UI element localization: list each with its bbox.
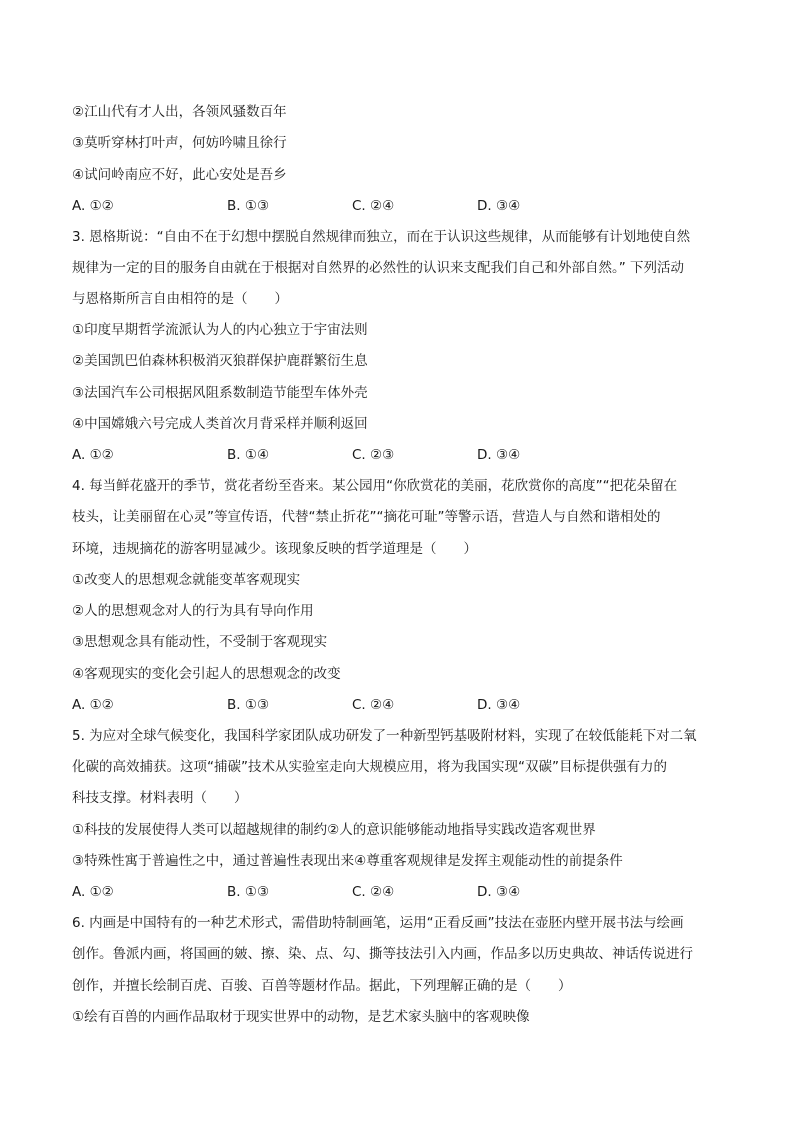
q4-option-d[interactable]: D. ③④ (477, 697, 521, 713)
q2-option-c[interactable]: C. ②④ (352, 198, 395, 214)
q5-items-line-2: ③特殊性寓于普遍性之中，通过普遍性表现出来④尊重客观规律是发挥主观能动性的前提条件 (72, 853, 623, 869)
q3-item-3: ③法国汽车公司根据风阻系数制造节能型车体外壳 (72, 385, 368, 401)
q5-option-c[interactable]: C. ②④ (352, 884, 395, 900)
q6-stem-line-1: 6. 内画是中国特有的一种艺术形式，需借助特制画笔，运用“正看反画”技法在壶胚内壁开展书法与绘画 (72, 915, 684, 931)
q4-item-3: ③思想观念具有能动性，不受制于客观现实 (72, 634, 328, 650)
q2-item-3: ③莫听穿林打叶声，何妨吟啸且徐行 (72, 135, 287, 151)
q6-stem-line-2: 创作。鲁派内画，将国画的皴、擦、染、点、勾、撕等技法引入内画，作品多以历史典故、神话传说进行 (72, 946, 693, 962)
q5-option-d[interactable]: D. ③④ (477, 884, 521, 900)
q3-item-4: ④中国嫦娥六号完成人类首次月背采样并顺利返回 (72, 416, 368, 432)
q4-stem-line-3: 环境，违规摘花的游客明显减少。该现象反映的哲学道理是（ ） (72, 541, 477, 557)
q6-stem-line-3: 创作，并擅长绘制百虎、百骏、百兽等题材作品。据此，下列理解正确的是（ ） (72, 978, 572, 994)
q3-item-2: ②美国凯巴伯森林积极消灭狼群保护鹿群繁衍生息 (72, 353, 368, 369)
q3-option-d[interactable]: D. ③④ (477, 447, 521, 463)
q3-option-a[interactable]: A. ①② (72, 447, 114, 463)
q4-option-b[interactable]: B. ①③ (227, 697, 270, 713)
q2-option-a[interactable]: A. ①② (72, 198, 114, 214)
q5-stem-line-3: 科技支撑。材料表明（ ） (72, 790, 248, 806)
q3-stem-line-1: 3. 恩格斯说：“自由不在于幻想中摆脱自然规律而独立，而在于认识这些规律，从而能够有计划地使自然 (72, 229, 691, 245)
q5-stem-line-2: 化碳的高效捕获。这项“捕碳”技术从实验室走向大规模应用，将为我国实现“双碳”目标提供强有力的 (72, 759, 667, 775)
q5-options (72, 883, 722, 901)
q4-item-2: ②人的思想观念对人的行为具有导向作用 (72, 603, 314, 619)
q4-item-1: ①改变人的思想观念就能变革客观现实 (72, 572, 301, 588)
q3-item-1: ①印度早期哲学流派认为人的内心独立于宇宙法则 (72, 322, 368, 338)
q4-option-c[interactable]: C. ②④ (352, 697, 395, 713)
q3-options (72, 446, 722, 464)
q4-options (72, 696, 722, 714)
q2-options (72, 197, 722, 215)
q4-stem-line-1: 4. 每当鲜花盛开的季节，赏花者纷至沓来。某公园用“你欣赏花的美丽，花欣赏你的高度”“把花朵留在 (72, 478, 678, 494)
q3-stem-line-3: 与恩格斯所言自由相符的是（ ） (72, 291, 288, 307)
q4-stem-line-2: 枝头，让美丽留在心灵”等宣传语，代替“禁止折花”“摘花可耻”等警示语，营造人与自然和谐相处的 (72, 509, 661, 525)
q2-item-4: ④试问岭南应不好，此心安处是吾乡 (72, 167, 287, 183)
q2-item-2: ②江山代有才人出，各领风骚数百年 (72, 104, 287, 120)
q2-option-d[interactable]: D. ③④ (477, 198, 521, 214)
q4-item-4: ④客观现实的变化会引起人的思想观念的改变 (72, 666, 341, 682)
q3-stem-line-2: 规律为一定的目的服务自由就在于根据对自然界的必然性的认识来支配我们自己和外部自然。” 下列活动 (72, 260, 685, 276)
q6-item-1: ①绘有百兽的内画作品取材于现实世界中的动物，是艺术家头脑中的客观映像 (72, 1009, 530, 1025)
q5-items-line-1: ①科技的发展使得人类可以超越规律的制约②人的意识能够能动地指导实践改造客观世界 (72, 822, 596, 838)
q4-option-a[interactable]: A. ①② (72, 697, 114, 713)
q3-option-b[interactable]: B. ①④ (227, 447, 270, 463)
q3-option-c[interactable]: C. ②③ (352, 447, 395, 463)
q5-option-b[interactable]: B. ①③ (227, 884, 270, 900)
q5-stem-line-1: 5. 为应对全球气候变化，我国科学家团队成功研发了一种新型钙基吸附材料，实现了在较低能耗下对二氧 (72, 728, 697, 744)
q5-option-a[interactable]: A. ①② (72, 884, 114, 900)
q2-option-b[interactable]: B. ①③ (227, 198, 270, 214)
